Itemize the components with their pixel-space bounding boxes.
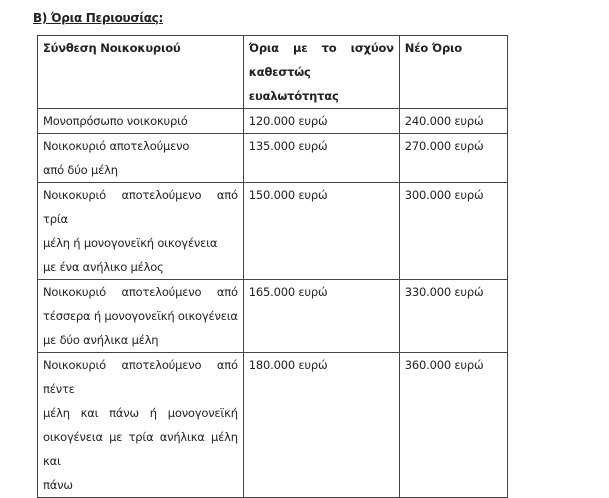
composition-line: οικογένεια με τρία ανήλικα μέλη και (43, 430, 238, 468)
current-limit-cell: 180.000 ευρώ (243, 353, 399, 498)
header-current-limit-line: ευαλωτότητας (248, 89, 339, 103)
composition-cell (38, 183, 244, 280)
composition-cell (38, 353, 244, 498)
composition-line: πάνω (43, 478, 73, 492)
composition-line: από δύο μέλη (43, 163, 118, 177)
current-limit-cell: 150.000 ευρώ (243, 183, 399, 280)
composition-cell (38, 280, 244, 353)
composition-line: Νοικοκυριό αποτελούμενο από τρία (43, 188, 238, 226)
table-header-row (38, 36, 508, 109)
table-row (38, 134, 508, 183)
composition-cell (38, 109, 244, 134)
composition-cell (38, 134, 244, 183)
composition-line: τέσσερα ή μονογονεϊκή οικογένεια (43, 309, 238, 323)
header-new-limit: Νέο Όριο (399, 36, 507, 109)
composition-line: μέλη και πάνω ή μονογονεϊκή (43, 406, 238, 420)
header-current-limit (243, 36, 399, 109)
composition-line: Νοικοκυριό αποτελούμενο από (43, 285, 238, 299)
composition-line: Νοικοκυριό αποτελούμενο από πέντε (43, 358, 238, 396)
new-limit-cell: 330.000 ευρώ (399, 280, 507, 353)
composition-line: με δύο ανήλικα μέλη (43, 333, 159, 347)
header-household-composition: Σύνθεση Νοικοκυριού (38, 36, 244, 109)
table-row (38, 280, 508, 353)
table-row (38, 109, 508, 134)
new-limit-cell: 240.000 ευρώ (399, 109, 507, 134)
table-row (38, 183, 508, 280)
composition-line: Νοικοκυριό αποτελούμενο (43, 139, 190, 153)
new-limit-cell: 360.000 ευρώ (399, 353, 507, 498)
new-limit-cell: 270.000 ευρώ (399, 134, 507, 183)
composition-line: μέλη ή μονογονεϊκή οικογένεια (43, 236, 218, 250)
asset-limits-table (37, 35, 508, 498)
current-limit-cell: 120.000 ευρώ (243, 109, 399, 134)
new-limit-cell: 300.000 ευρώ (399, 183, 507, 280)
table-row (38, 353, 508, 498)
current-limit-cell: 165.000 ευρώ (243, 280, 399, 353)
section-title: Β) Όρια Περιουσίας: (33, 11, 163, 25)
composition-line: με ένα ανήλικο μέλος (43, 260, 164, 274)
header-current-limit-line: Όρια με το ισχύον καθεστώς (248, 41, 394, 79)
composition-line: Μονοπρόσωπο νοικοκυριό (43, 114, 188, 128)
current-limit-cell: 135.000 ευρώ (243, 134, 399, 183)
